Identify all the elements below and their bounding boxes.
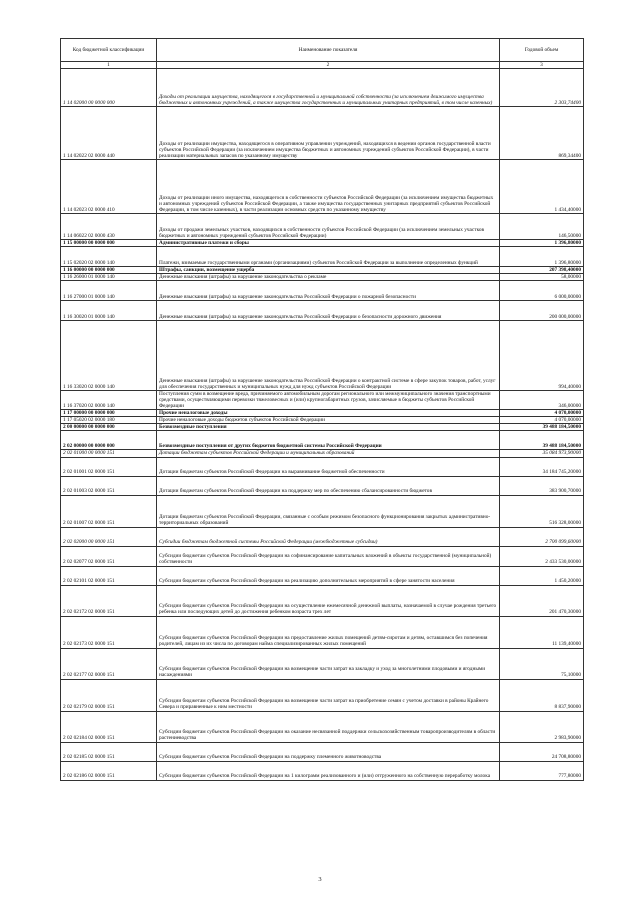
row-name: Субсидии бюджетам бюджетной системы Российской Федерации (межбюджетные субсидии) [157,527,500,546]
row-name: Дотации бюджетам субъектов Российской Федерации, связанные с особым режимом безопасного функционирования закрытых административно-территориальных образований [157,495,500,527]
table-row [61,424,584,431]
row-name: Денежные взыскания (штрафы) за нарушение законодательства Российской Федерации о пожарной безопасности [157,281,500,301]
row-name: Безвозмездные поступления от других бюджетов бюджетной системы Российской Федерации [157,431,500,450]
table-row [61,214,584,240]
row-name: Доходы от реализации имущества, находящегося в государственной и муниципальной собственности (за исключением движимого имущества бюджетных и автономных учреждений, а также имущества государственных и муниципальных унитарных предприятий, в том числе казенных) [157,69,500,107]
row-name: Дотации бюджетам субъектов Российской Федерации на поддержку мер по обеспечению сбалансированности бюджетов [157,476,500,495]
budget-revenue-table [60,38,584,781]
row-name: Прочие неналоговые доходы бюджетов субъектов Российской Федерации [157,417,500,424]
row-volume: 1 434,40000 [500,160,584,214]
row-code: 1 16 33020 02 0000 140 [61,321,157,391]
row-volume: 4 070,00000 [500,417,584,424]
row-code: 2 02 02077 02 0000 151 [61,546,157,566]
row-name: Субсидии бюджетам субъектов Российской Федерации на реализацию дополнительных мероприятий в сфере занятости населения [157,566,500,585]
row-volume: 994,40000 [500,321,584,391]
row-name: Субсидии бюджетам субъектов Российской Федерации на предоставление жилых помещений детям-сиротам и детям, оставшимся без попечения родителей, лицам из их числа по договорам найма специализированных жилых помещений [157,616,500,648]
row-name: Субсидии бюджетам субъектов Российской Федерации на 1 килограмм реализованного и (или) отгруженного на собственную переработку молока [157,761,500,780]
row-code: 2 02 02179 02 0000 151 [61,679,157,711]
table-row [61,417,584,424]
row-name: Безвозмездные поступления [157,424,500,431]
row-code: 2 02 02172 02 0000 151 [61,585,157,616]
row-volume: 201 470,30000 [500,585,584,616]
row-code: 1 14 06022 02 0000 430 [61,214,157,240]
table-row [61,742,584,761]
table-row [61,546,584,566]
table-row [61,281,584,301]
row-name: Субсидии бюджетам субъектов Российской Федерации на осуществление ежемесячной денежной выплаты, назначаемой в случае рождения третьего ребенка или последующих детей до достижения ребенком возраста трех лет [157,585,500,616]
row-volume: 75,10000 [500,648,584,679]
table-row [61,69,584,107]
table-row [61,247,584,267]
row-name: Субсидии бюджетам субъектов Российской Федерации на возмещение части затрат на закладку и уход за многолетними плодовыми и ягодными насаждениями [157,648,500,679]
row-name: Штрафы, санкции, возмещение ущерба [157,267,500,274]
header-code: Код бюджетной классификации [61,39,157,62]
table-row [61,450,584,457]
row-code: 2 02 01001 02 0000 151 [61,457,157,476]
table-row [61,495,584,527]
row-volume: 146,50000 [500,214,584,240]
row-name: Дотации бюджетам субъектов Российской Федерации и муниципальных образований [157,450,500,457]
row-code: 2 02 02173 02 0000 151 [61,616,157,648]
row-name: Доходы от продажи земельных участков, находящихся в собственности субъектов Российской Федерации (за исключением земельных участков бюджетных и автономных учреждений субъектов Российской Федерации) [157,214,500,240]
row-volume: 200 000,00000 [500,301,584,321]
row-volume: 777,80000 [500,761,584,780]
table-row [61,107,584,160]
row-code: 2 02 02184 02 0000 151 [61,711,157,742]
row-code: 2 02 01007 02 0000 151 [61,495,157,527]
table-row [61,761,584,780]
row-code: 1 15 00000 00 0000 000 [61,240,157,247]
row-name: Денежные взыскания (штрафы) за нарушение законодательства Российской Федерации о контрактной системе в сфере закупок товаров, работ, услуг для обеспечения государственных и муниципальных нужд для нужд субъектов Российской Федерации [157,321,500,391]
row-name: Доходы от реализации имущества, находящегося в оперативном управлении учреждений, находящихся в ведении органов государственной власти субъектов Российской Федерации (за исключением имущества бюджетных и автономных учреждений субъектов Российской Федерации), в части реализации материальных запасов по указанному имуществу [157,107,500,160]
row-code: 2 02 02186 02 0000 151 [61,761,157,780]
row-volume: 24 708,80000 [500,742,584,761]
header-volume: Годовой объем [500,39,584,62]
row-code: 1 14 02022 02 0000 440 [61,107,157,160]
row-name: Доходы от реализации иного имущества, находящегося в собственности субъектов Российской Федерации (за исключением имущества бюджетных и автономных учреждений субъектов Российской Федерации, а также имущества государственных унитарных предприятий субъектов Российской Федерации, в том числе казенных), в части реализации основных средств по указанному имуществу [157,160,500,214]
table-row [61,679,584,711]
row-name: Денежные взыскания (штрафы) за нарушение законодательства Российской Федерации о безопасности дорожного движения [157,301,500,321]
row-name: Денежные взыскания (штрафы) за нарушение законодательства о рекламе [157,274,500,281]
row-name: Дотации бюджетам субъектов Российской Федерации на выравнивание бюджетной обеспеченности [157,457,500,476]
row-volume: 2 983,90000 [500,711,584,742]
row-name: Субсидии бюджетам субъектов Российской Федерации на возмещение части затрат на приобретение семян с учетом доставки в районы Крайнего Севера и приравненные к ним местности [157,679,500,711]
row-volume: 35 084 973,90000 [500,450,584,457]
row-name: Поступления сумм в возмещение вреда, причиняемого автомобильным дорогам регионального или межмуниципального значения транспортными средствами, осуществляющими перевозки тяжеловесных и (или) крупногабаритных грузов, зачисляемые в бюджеты субъектов Российской Федерации [157,391,500,410]
table-row [61,566,584,585]
table-row [61,476,584,495]
table-row [61,457,584,476]
column-number-code: 1 [61,62,157,69]
row-volume: 2 700 099,60000 [500,527,584,546]
row-code: 2 02 02000 00 0000 151 [61,527,157,546]
row-volume: 869,34400 [500,107,584,160]
table-row [61,321,584,391]
column-number-name: 2 [157,62,500,69]
table-row [61,274,584,281]
row-code: 2 02 02177 02 0000 151 [61,648,157,679]
row-volume: 383 900,70000 [500,476,584,495]
row-volume: 2 433 530,00000 [500,546,584,566]
row-volume: 8 837,90000 [500,679,584,711]
row-code: 1 16 30020 01 0000 140 [61,301,157,321]
header-name: Наименование показателя [157,39,500,62]
row-volume: 207 398,40000 [500,267,584,274]
row-code: 2 02 00000 00 0000 000 [61,431,157,450]
page-number: 3 [318,876,322,883]
row-name: Субсидии бюджетам субъектов Российской Федерации на софинансирование капитальных вложений в объекты государственной (муниципальной) собственности [157,546,500,566]
row-volume: 11 139,40000 [500,616,584,648]
table-row [61,616,584,648]
row-name: Платежи, взимаемые государственными органами (организациями) субъектов Российской Федерации за выполнение определенных функций [157,247,500,267]
row-volume: 34 184 745,20000 [500,457,584,476]
row-code: 2 02 01003 02 0000 151 [61,476,157,495]
row-volume: 58,00000 [500,274,584,281]
row-code: 2 02 01000 00 0000 151 [61,450,157,457]
table-row [61,585,584,616]
column-number-row [61,62,584,69]
row-volume: 1 396,80000 [500,240,584,247]
row-code: 2 00 00000 00 0000 000 [61,424,157,431]
row-volume: 4 070,00000 [500,410,584,417]
row-volume: 516 328,00000 [500,495,584,527]
row-code: 1 14 02023 02 0000 410 [61,160,157,214]
table-row [61,431,584,450]
row-name: Прочие неналоговые доходы [157,410,500,417]
table-row [61,648,584,679]
table-row [61,240,584,247]
table-row [61,301,584,321]
row-volume: 1 450,20000 [500,566,584,585]
row-name: Административные платежи и сборы [157,240,500,247]
row-volume: 2 303,74400 [500,69,584,107]
row-code: 1 16 26000 01 0000 140 [61,274,157,281]
row-code: 2 02 02185 02 0000 151 [61,742,157,761]
table-header-row [61,39,584,62]
row-code: 1 14 02000 00 0000 000 [61,69,157,107]
row-code: 1 15 02020 02 0000 140 [61,247,157,267]
row-code: 1 16 37020 02 0000 140 [61,391,157,410]
column-number-volume: 3 [500,62,584,69]
table-row [61,391,584,410]
row-code: 1 16 00000 00 0000 000 [61,267,157,274]
row-volume: 39 488 184,50000 [500,431,584,450]
table-row [61,527,584,546]
row-volume: 346,00000 [500,391,584,410]
table-row [61,267,584,274]
row-name: Субсидии бюджетам субъектов Российской Федерации на поддержку племенного животноводства [157,742,500,761]
row-code: 1 17 05020 02 0000 180 [61,417,157,424]
row-volume: 39 488 184,50000 [500,424,584,431]
row-volume: 6 000,00000 [500,281,584,301]
table-row [61,711,584,742]
row-name: Субсидии бюджетам субъектов Российской Федерации на оказание несвязанной поддержки сельскохозяйственным товаропроизводителям в области растениеводства [157,711,500,742]
table-row [61,160,584,214]
row-volume: 1 396,80000 [500,247,584,267]
table-row [61,410,584,417]
row-code: 1 16 27000 01 0000 140 [61,281,157,301]
row-code: 2 02 02101 02 0000 151 [61,566,157,585]
row-code: 1 17 00000 00 0000 000 [61,410,157,417]
